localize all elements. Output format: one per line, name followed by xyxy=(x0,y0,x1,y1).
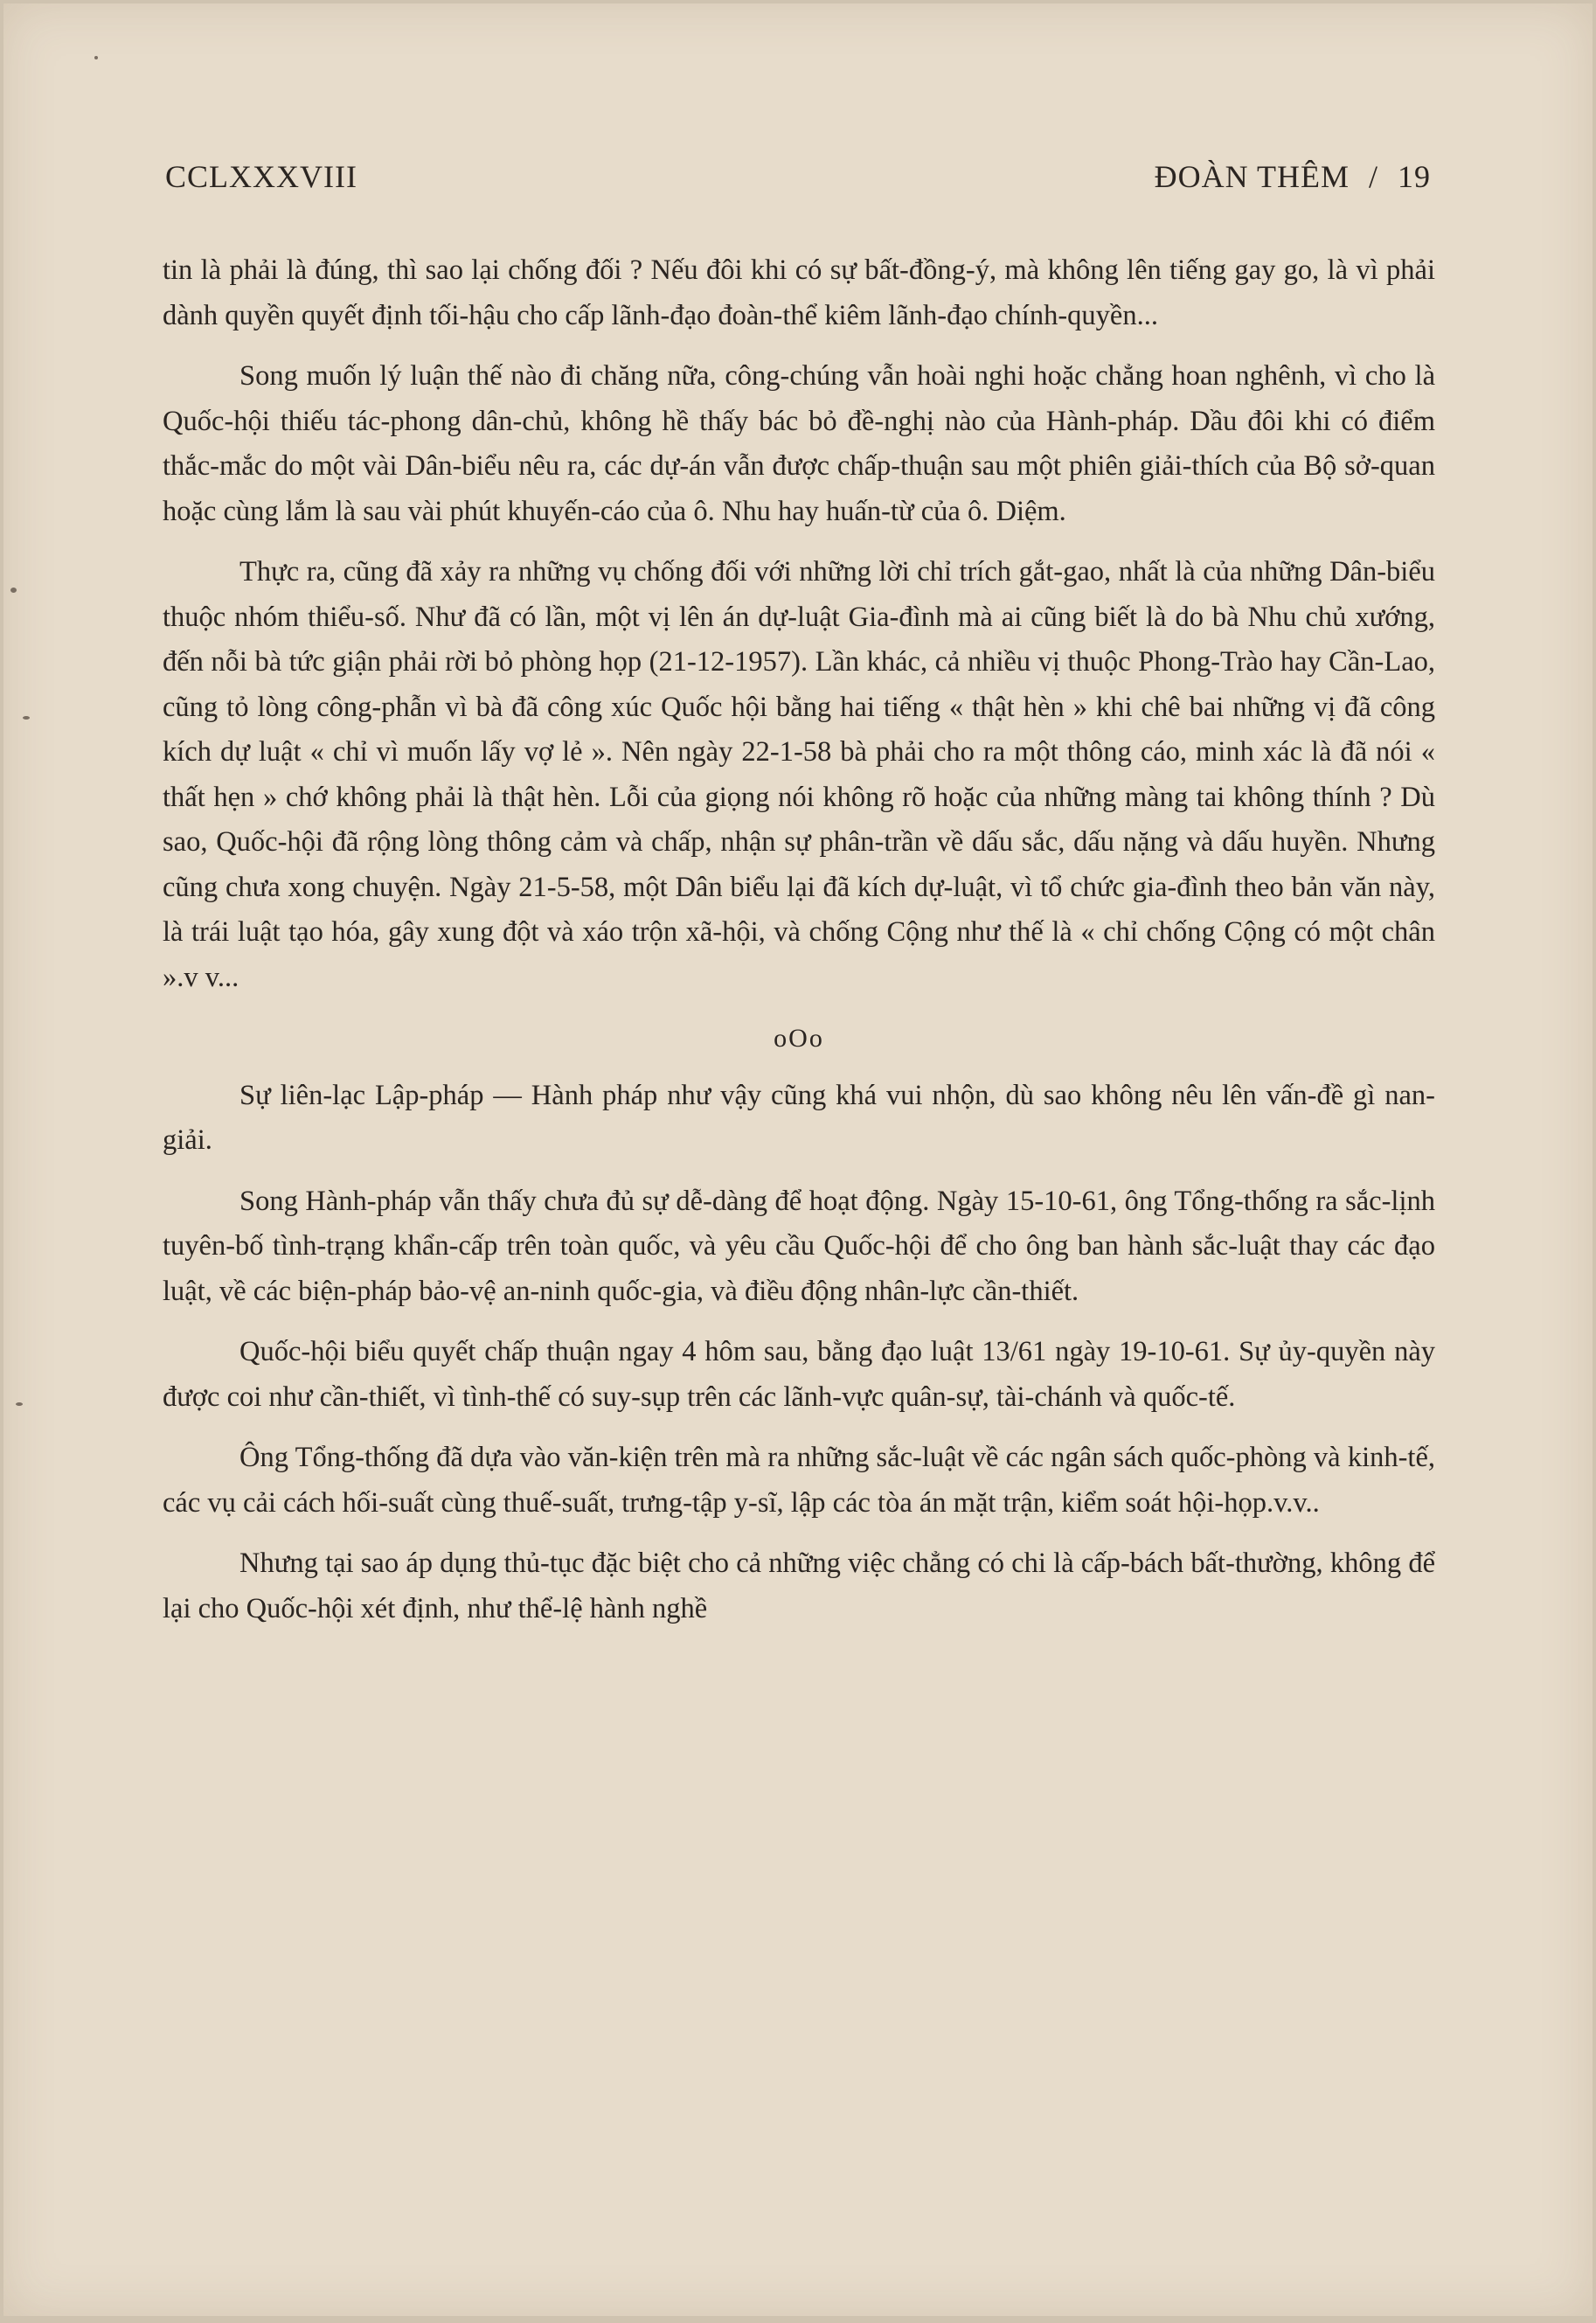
volume-number: CCLXXXVIII xyxy=(165,159,357,194)
paragraph: Nhưng tại sao áp dụng thủ-tục đặc biệt cho cả những việc chẳng có chi là cấp-bách bất-thường, không để lại cho Quốc-hội xét định, như thể-lệ hành nghề xyxy=(163,1548,1435,1624)
book-page xyxy=(3,3,1593,2316)
running-header xyxy=(165,150,1431,203)
paragraph: Thực ra, cũng đã xảy ra những vụ chống đối với những lời chỉ trích gắt-gao, nhất là của những Dân-biểu thuộc nhóm thiểu-số. Như đã có lần, một vị lên án dự-luật Gia-đình mà ai cũng biết là do bà Nhu chủ xướng, đến nỗi bà tức giận phải rời bỏ phòng họp (21-12-1957). Lần khác, cả nhiều vị thuộc Phong-Trào hay Cần-Lao, cũng tỏ lòng công-phẫn vì bà đã công xúc Quốc hội bằng hai tiếng « thật hèn » khi chê bai những vị đã công kích dự luật « chỉ vì muốn lấy vợ lẻ ». Nên ngày 22-1-58 bà phải cho ra một thông cáo, minh xác là đã nói « thất hẹn » chớ không phải là thật hèn. Lỗi của giọng nói không rõ hoặc của những màng tai không thính ? Dù sao, Quốc-hội đã rộng lòng thông cảm và chấp, nhận sự phân-trần về dấu sắc, dấu nặng và dấu huyền. Nhưng cũng chưa xong chuyện. Ngày 21-5-58, một Dân biểu lại đã kích dự-luật, vì tổ chức gia-đình theo bản văn này, là trái luật tạo hóa, gây xung đột và xáo trộn xã-hội, và chống Cộng như thế là « chỉ chống Cộng có một chân ».v v... xyxy=(163,556,1435,993)
paragraph: Song Hành-pháp vẫn thấy chưa đủ sự dễ-dàng để hoạt động. Ngày 15-10-61, ông Tổng-thống ra sắc-lịnh tuyên-bố tình-trạng khẩn-cấp trên toàn quốc, và yêu cầu Quốc-hội để cho ông ban hành sắc-luật thay các đạo luật, về các biện-pháp bảo-vệ an-ninh quốc-gia, và điều động nhân-lực cần-thiết. xyxy=(163,1185,1435,1307)
author-page-group xyxy=(1155,158,1431,195)
page-number: 19 xyxy=(1398,159,1431,194)
paper-speck xyxy=(10,588,17,593)
paragraph: Quốc-hội biểu quyết chấp thuận ngay 4 hôm sau, bằng đạo luật 13/61 ngày 19-10-61. Sự ủy-quyền này được coi như cần-thiết, vì tình-thế có suy-sụp trên các lãnh-vực quân-sự, tài-chánh và quốc-tế. xyxy=(163,1336,1435,1413)
paper-speck xyxy=(16,1402,23,1406)
paper-speck xyxy=(94,56,98,59)
section-separator: oOo xyxy=(774,1024,824,1053)
page-body xyxy=(163,248,1435,1647)
paragraph: Ông Tổng-thống đã dựa vào văn-kiện trên mà ra những sắc-luật về các ngân sách quốc-phòng và kinh-tế, các vụ cải cách hối-suất cùng thuế-suất, trưng-tập y-sĩ, lập các tòa án mặt trận, kiểm soát hội-họp.v.v.. xyxy=(163,1442,1435,1519)
header-separator: / xyxy=(1368,159,1378,194)
paragraph: Sự liên-lạc Lập-pháp — Hành pháp như vậy cũng khá vui nhộn, dù sao không nêu lên vấn-đề gì nan-giải. xyxy=(163,1079,1435,1156)
author-name: ĐOÀN THÊM xyxy=(1154,159,1350,194)
paragraph: tin là phải là đúng, thì sao lại chống đối ? Nếu đôi khi có sự bất-đồng-ý, mà không lên tiếng gay go, là vì phải dành quyền quyết định tối-hậu cho cấp lãnh-đạo đoàn-thể kiêm lãnh-đạo chính-quyền... xyxy=(163,254,1435,331)
paragraph: Song muốn lý luận thế nào đi chăng nữa, công-chúng vẫn hoài nghi hoặc chẳng hoan nghênh, vì cho là Quốc-hội thiếu tác-phong dân-chủ, không hề thấy bác bỏ đề-nghị nào của Hành-pháp. Dầu đôi khi có điểm thắc-mắc do một vài Dân-biểu nêu ra, các dự-án vẫn được chấp-thuận sau một phiên giải-thích của Bộ sở-quan hoặc cùng lắm là sau vài phút khuyến-cáo của ô. Nhu hay huấn-từ của ô. Diệm. xyxy=(163,360,1435,527)
paper-speck xyxy=(23,716,30,720)
